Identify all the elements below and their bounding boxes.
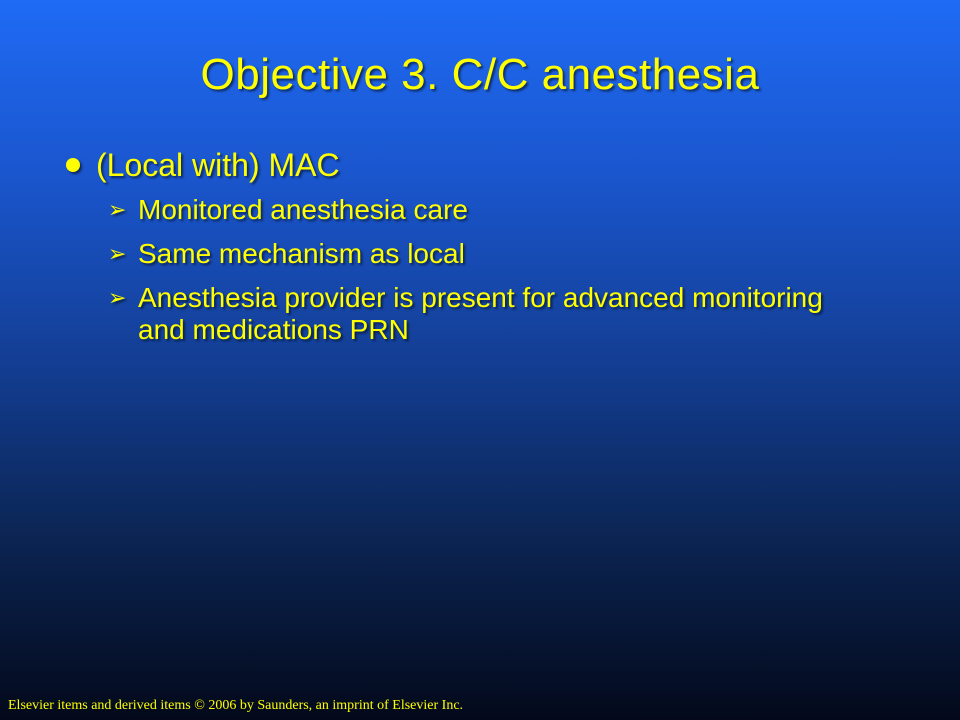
bullet-item bbox=[60, 144, 940, 346]
copyright-footer: Elsevier items and derived items © 2006 by Saunders, an imprint of Elsevier Inc. bbox=[8, 698, 464, 713]
arrow-bullet-icon: ➢ bbox=[108, 285, 127, 310]
bullet-list bbox=[60, 144, 940, 358]
slide-title: Objective 3. C/C anesthesia bbox=[200, 50, 760, 99]
sub-bullet-item bbox=[96, 194, 838, 226]
round-bullet-icon bbox=[66, 158, 80, 172]
arrow-bullet-icon: ➢ bbox=[108, 197, 127, 222]
sub-bullet-text: Monitored anesthesia care bbox=[138, 194, 468, 225]
sub-bullet-text: Same mechanism as local bbox=[138, 238, 465, 269]
arrow-bullet-icon: ➢ bbox=[108, 241, 127, 266]
bullet-text: (Local with) MAC bbox=[96, 147, 340, 183]
sub-bullet-item bbox=[96, 282, 838, 346]
sub-bullet-list bbox=[96, 194, 940, 346]
sub-bullet-item bbox=[96, 238, 838, 270]
sub-bullet-text: Anesthesia provider is present for advanced monitoring and medications PRN bbox=[138, 282, 823, 345]
